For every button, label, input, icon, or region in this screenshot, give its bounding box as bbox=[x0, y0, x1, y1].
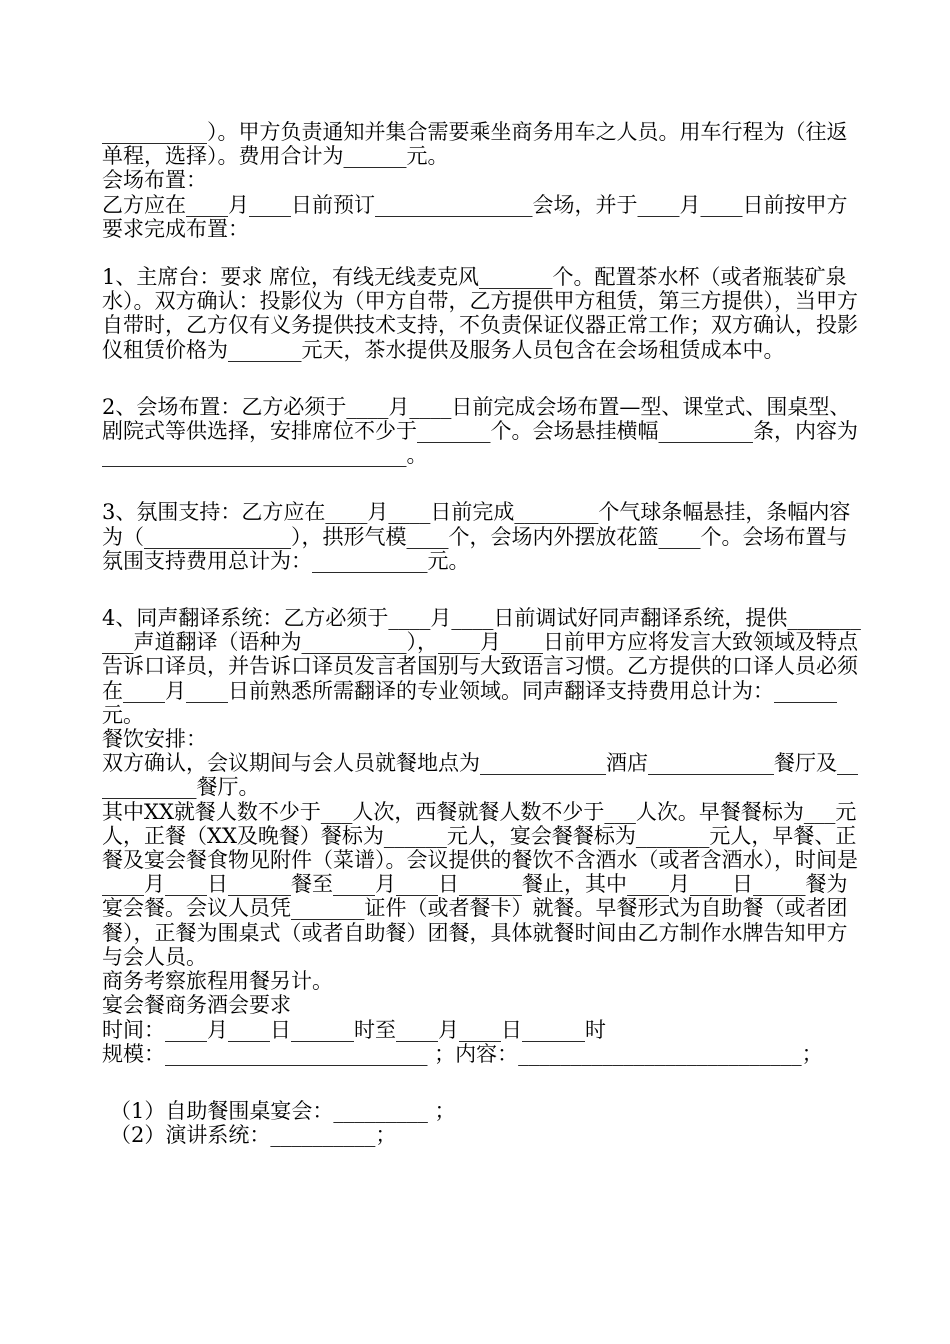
spacer bbox=[102, 573, 862, 606]
spacer bbox=[102, 467, 862, 500]
business-tour-note: 商务考察旅程用餐另计。 bbox=[102, 969, 333, 994]
spacer bbox=[102, 241, 862, 265]
banquet-heading: 宴会餐商务酒会要求 bbox=[102, 993, 291, 1018]
banquet-time-line: 时间：____月____日______时至____月____日______时 bbox=[102, 1017, 606, 1042]
venue-layout-clause: 2、会场布置：乙方必须于____月____日前完成会场布置—型、课堂式、围桌型、剧院式等供选择，安排席位不少于_______个。会场悬挂横幅_________条，内容为_____________________________。 bbox=[102, 394, 858, 468]
speech-system-item: （2）演讲系统：__________； bbox=[110, 1123, 397, 1148]
spacer bbox=[102, 1066, 862, 1099]
atmosphere-clause: 3、氛围支持：乙方应在____月____日前完成________个气球条幅悬挂，条幅内容为（______________），拱形气模____个，会场内外摆放花篮____个。会场布置与氛围支持费用总计为：___________元。 bbox=[102, 500, 851, 573]
podium-clause: 1、主席台：要求 席位，有线无线麦克风_______个。配置茶水杯（或者瓶装矿泉水）。双方确认：投影仪为（甲方自带，乙方提供甲方租赁，第三方提供），当甲方自带时，乙方仅有义务提供技术支持，不负责保证仪器正常工作；双方确认，投影仪租赁价格为_______元天，茶水提供及服务人员包含在会场租赁成本中。 bbox=[102, 265, 858, 362]
catering-location-paragraph: 双方确认，会议期间与会人员就餐地点为____________酒店____________餐厅及___________餐厅。 bbox=[102, 751, 858, 800]
buffet-item: （1）自助餐围桌宴会：_________ ； bbox=[110, 1098, 456, 1123]
banquet-scale-line: 规模：_________________________ ；内容：___________________________； bbox=[102, 1041, 823, 1066]
translation-clause: 4、同声翻译系统：乙方必须于____月____日前调试好同声翻译系统，提供__________声道翻译（语种为__________），____月____日前甲方应将发言大致领域及特点告诉口译员，并告诉口译员发言者国别与大致语言习惯。乙方提供的口译人员必须在____月____日前熟悉所需翻译的专业领域。同声翻译支持费用总计为：______元。 bbox=[102, 606, 861, 727]
venue-heading: 会场布置： bbox=[102, 168, 207, 193]
catering-details-paragraph: 其中XX就餐人数不少于___人次，西餐就餐人数不少于___人次。早餐餐标为___元人，正餐（XX及晚餐）餐标为______元人，宴会餐餐标为_______元人，早餐、正餐及宴会餐食物见附件（菜谱）。会议提供的餐饮不含酒水（或者含酒水），时间是____月____日______餐至____月____日______餐止，其中____月____日_____餐为宴会餐。会议人员凭_______证件（或者餐卡）就餐。早餐形式为自助餐（或者团餐），正餐为围桌式（或者自助餐）团餐，具体就餐时间由乙方制作水牌告知甲方与会人员。 bbox=[102, 799, 858, 969]
document-page bbox=[102, 120, 862, 1147]
catering-heading: 餐饮安排： bbox=[102, 727, 207, 752]
transport-paragraph: __________）。甲方负责通知并集合需要乘坐商务用车之人员。用车行程为（往返单程，选择）。费用合计为______元。 bbox=[102, 120, 848, 169]
spacer bbox=[102, 362, 862, 395]
venue-booking-paragraph: 乙方应在____月____日前预订_______________会场，并于____月____日前按甲方要求完成布置： bbox=[102, 192, 848, 241]
